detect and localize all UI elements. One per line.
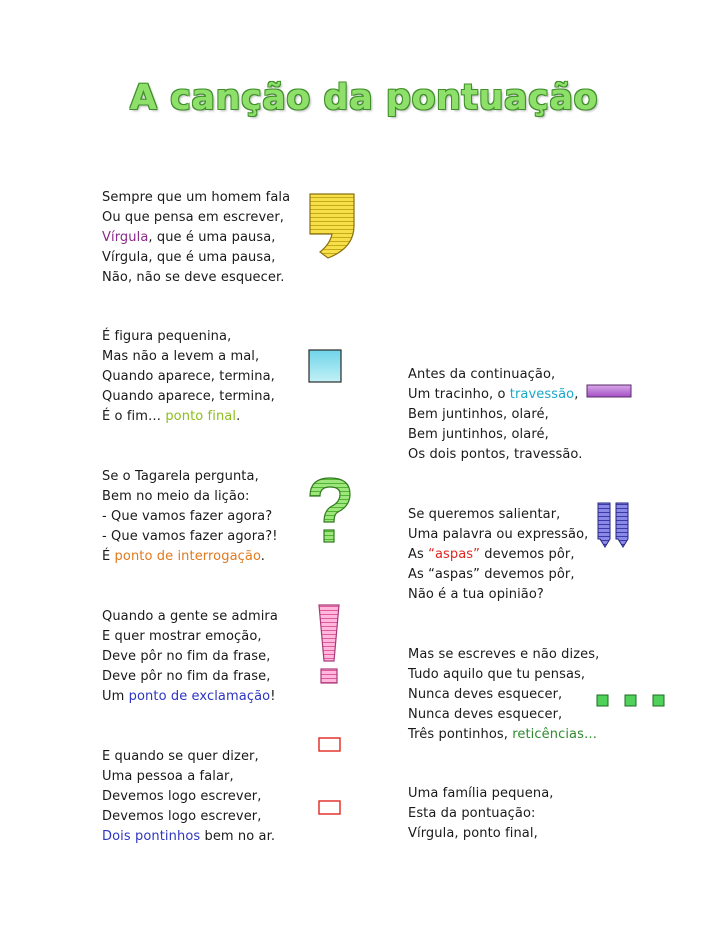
stanza-aspas — [408, 505, 588, 605]
verse-line: Bem juntinhos, olaré, — [408, 407, 549, 422]
highlight-aspas: “aspas” — [428, 547, 481, 562]
verse-line: E quer mostrar emoção, — [102, 629, 262, 644]
verse-text: Um — [102, 689, 129, 704]
verse-line: Não é a tua opinião? — [408, 587, 544, 602]
quotation-marks-icon — [596, 501, 632, 549]
verse-line — [102, 407, 275, 427]
verse-text: É — [102, 549, 115, 564]
verse-line: Tudo aquilo que tu pensas, — [408, 667, 586, 682]
stanza-familia — [408, 784, 554, 844]
verse-line: Bem no meio da lição: — [102, 489, 250, 504]
verse-text: . — [260, 549, 266, 564]
verse-line: Nunca deves esquecer, — [408, 687, 563, 702]
verse-line: Os dois pontos, travessão. — [408, 447, 583, 462]
colon-top-dot-icon — [318, 737, 342, 753]
verse-text: , que é uma pausa, — [148, 230, 276, 245]
verse-line: Se o Tagarela pergunta, — [102, 469, 259, 484]
verse-line: Quando aparece, termina, — [102, 389, 275, 404]
verse-line — [102, 827, 275, 847]
verse-line: Uma palavra ou expressão, — [408, 527, 589, 542]
exclamation-mark-icon — [316, 603, 342, 687]
verse-line: Uma família pequena, — [408, 786, 554, 801]
verse-line: Se queremos salientar, — [408, 507, 561, 522]
verse-text: . — [236, 409, 241, 424]
verse-line — [408, 725, 599, 745]
verse-text: Um tracinho, o — [408, 387, 510, 402]
verse-line: Deve pôr no fim da frase, — [102, 649, 271, 664]
verse-line: Sempre que um homem fala — [102, 190, 291, 205]
verse-line: Devemos logo escrever, — [102, 809, 262, 824]
comma-icon — [306, 190, 358, 262]
verse-line: Vírgula, ponto final, — [408, 826, 538, 841]
dash-icon — [586, 384, 632, 398]
verse-line: E quando se quer dizer, — [102, 749, 259, 764]
stanza-travessao — [408, 365, 582, 465]
question-mark-icon — [304, 476, 356, 546]
verse-text: É o fim… — [102, 409, 166, 424]
verse-line: Bem juntinhos, olaré, — [408, 427, 549, 442]
verse-line: Vírgula, que é uma pausa, — [102, 250, 276, 265]
verse-line: Quando a gente se admira — [102, 609, 278, 624]
verse-line: É figura pequenina, — [102, 329, 232, 344]
highlight-virgula: Vírgula — [102, 230, 149, 245]
verse-line: Quando aparece, termina, — [102, 369, 275, 384]
highlight-ponto-final: ponto final — [165, 409, 237, 424]
verse-text: As — [408, 547, 429, 562]
verse-line: - Que vamos fazer agora?! — [102, 529, 278, 544]
highlight-interrogacao: ponto de interrogação — [114, 549, 261, 564]
verse-line — [102, 547, 278, 567]
highlight-reticencias: reticências… — [512, 727, 598, 742]
verse-line — [102, 687, 278, 707]
verse-line: Esta da pontuação: — [408, 806, 536, 821]
verse-text: Três pontinhos, — [408, 727, 513, 742]
verse-line: Ou que pensa em escrever, — [102, 210, 285, 225]
verse-line — [102, 228, 290, 248]
verse-line — [408, 545, 588, 565]
highlight-exclamacao: ponto de exclamação — [128, 689, 271, 704]
highlight-travessao: travessão — [509, 387, 575, 402]
stanza-interrogacao — [102, 467, 278, 567]
verse-text: devemos pôr, — [480, 547, 575, 562]
verse-line: Nunca deves esquecer, — [408, 707, 563, 722]
verse-line: Mas se escreves e não dizes, — [408, 647, 600, 662]
page-title: A canção da pontuação — [129, 78, 599, 118]
stanza-exclamacao — [102, 607, 278, 707]
verse-line: Deve pôr no fim da frase, — [102, 669, 271, 684]
verse-text: , — [574, 387, 579, 402]
verse-text: bem no ar. — [200, 829, 276, 844]
verse-line: - Que vamos fazer agora? — [102, 509, 273, 524]
stanza-ponto-final — [102, 327, 275, 427]
ellipsis-icon — [596, 694, 666, 708]
verse-line: As “aspas” devemos pôr, — [408, 567, 575, 582]
stanza-virgula — [102, 188, 290, 288]
verse-line: Devemos logo escrever, — [102, 789, 262, 804]
verse-line: Não, não se deve esquecer. — [102, 270, 285, 285]
verse-line: Uma pessoa a falar, — [102, 769, 234, 784]
stanza-reticencias — [408, 645, 599, 745]
verse-line — [408, 385, 582, 405]
period-icon — [308, 349, 342, 383]
verse-text: ! — [270, 689, 276, 704]
verse-line: Antes da continuação, — [408, 367, 556, 382]
colon-bottom-dot-icon — [318, 800, 342, 816]
highlight-dois-pontos: Dois pontinhos — [102, 829, 201, 844]
verse-line: Mas não a levem a mal, — [102, 349, 260, 364]
stanza-dois-pontos — [102, 747, 275, 847]
